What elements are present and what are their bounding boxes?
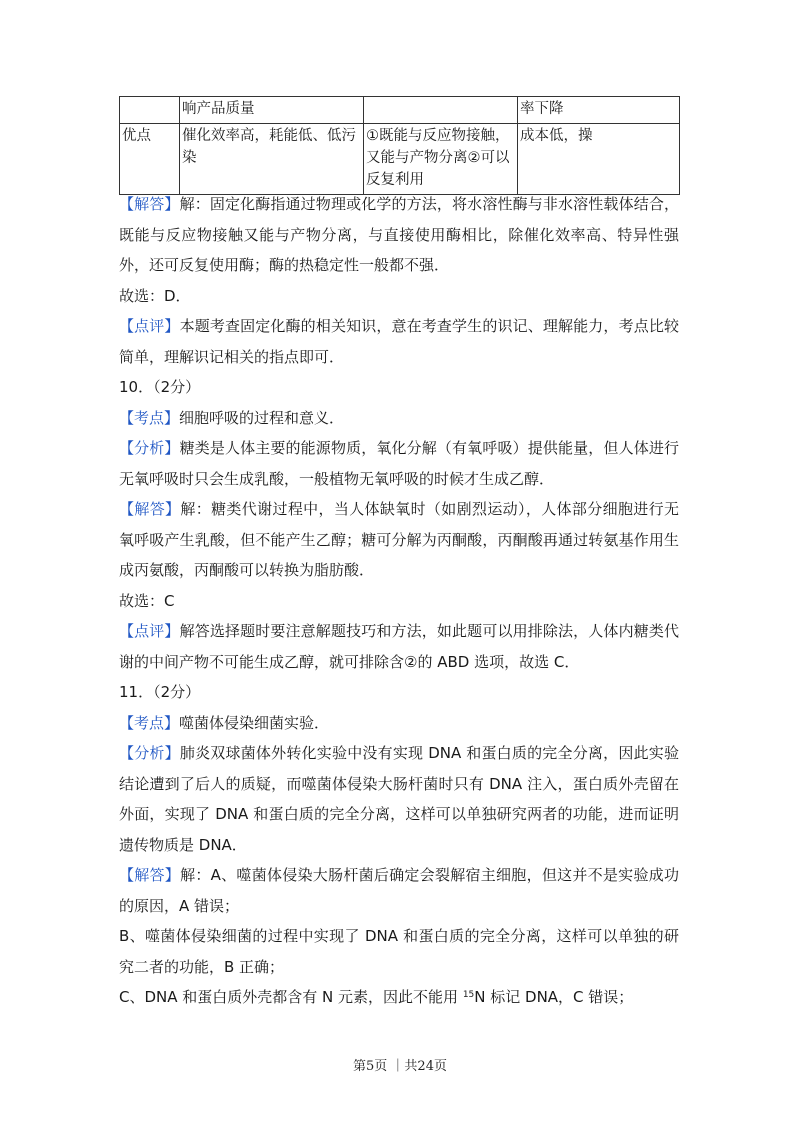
answer-tag: 【解答】 [119,500,181,518]
table-cell: 催化效率高，耗能低、低污染 [180,124,364,195]
q10-fenxi [119,433,679,494]
table-cell: 率下降 [518,97,680,124]
table-row [120,124,680,195]
answer-text: 解：糖类代谢过程中，当人体缺氧时（如剧烈运动），人体部分细胞进行无氧呼吸产生乳酸，但不能产生乙醇；糖可分解为丙酮酸，丙酮酸再通过转氨基作用生成丙氨酸，丙酮酸可以转换为脂肪酸． [119,500,679,579]
answer-text: C、DNA 和蛋白质外壳都含有 N 元素，因此不能用 [119,988,463,1006]
kaodian-tag: 【考点】 [119,713,180,732]
page-footer: 第5页 ｜共24页 [353,1059,447,1074]
fenxi-text: 肺炎双球菌体外转化实验中没有实现 DNA 和蛋白质的完全分离，因此实验结论遭到了后人的质疑，而噬菌体侵染大肠杆菌时只有 DNA 注入，蛋白质外壳留在外面，实现了 DNA 和蛋白质的完全分离，这样可以单独研究两者的功能，进而证明遗传物质是 DNA． [119,744,679,854]
table-cell: 响产品质量 [180,97,364,124]
fenxi-text: 糖类是人体主要的能源物质，氧化分解（有氧呼吸）提供能量，但人体进行无氧呼吸时只会生成乳酸，一般植物无氧呼吸的时候才生成乙醇． [119,439,679,488]
table-cell [364,97,518,124]
fenxi-tag: 【分析】 [119,744,180,762]
answer-text: 解：固定化酶指通过物理或化学的方法，将水溶性酶与非水溶性载体结合，既能与反应物接触又能与产物分离，与直接使用酶相比，除催化效率高、特异性强外，还可反复使用酶；酶的热稳定性一般都不强． [119,195,679,274]
q10-review [119,616,679,677]
q9-review [119,311,679,372]
q11-answer-c [119,982,679,1013]
answer-text: 解：A、噬菌体侵染大肠杆菌后确定会裂解宿主细胞，但这并不是实验成功的原因，A 错误； [119,866,679,915]
q10-choice: 故选：C [119,591,175,610]
q9-choice: 故选：D． [119,286,191,305]
kaodian-tag: 【考点】 [119,408,180,427]
isotope-superscript: 15 [462,990,475,1000]
fenxi-tag: 【分析】 [119,439,180,457]
review-text: 解答选择题时要注意解题技巧和方法，如此题可以用排除法，人体内糖类代谢的中间产物不可能生成乙醇，就可排除含②的 ABD 选项，故选 C． [119,622,679,671]
table-cell: ①既能与反应物接触，又能与产物分离②可以反复利用 [364,124,518,195]
document-body [119,189,679,1013]
q10-kaodian [119,403,679,434]
answer-tag: 【解答】 [119,866,181,884]
q9-answer [119,189,679,281]
q10-answer [119,494,679,586]
review-text: 本题考查固定化酶的相关知识，意在考查学生的识记、理解能力，考点比较简单，理解识记相关的指点即可． [119,317,679,366]
review-tag: 【点评】 [119,317,180,335]
q11-answer-b: B、噬菌体侵染细菌的过程中实现了 DNA 和蛋白质的完全分离，这样可以单独的研究二者的功能，B 正确； [119,927,679,976]
q10-header: 10．（2分） [119,378,201,396]
review-tag: 【点评】 [119,622,180,640]
answer-text: N 标记 DNA，C 错误； [474,988,634,1006]
q11-kaodian [119,708,679,739]
comparison-table [119,96,680,195]
kaodian-text: 噬菌体侵染细菌实验． [179,713,330,732]
table-cell: 优点 [120,124,180,195]
q11-fenxi [119,738,679,860]
q11-answer-a [119,860,679,921]
table-cell: 成本低，操 [518,124,680,195]
q11-header: 11．（2分） [119,683,201,701]
table-cell [120,97,180,124]
table-row [120,97,680,124]
kaodian-text: 细胞呼吸的过程和意义． [179,408,345,427]
answer-tag: 【解答】 [119,195,180,213]
